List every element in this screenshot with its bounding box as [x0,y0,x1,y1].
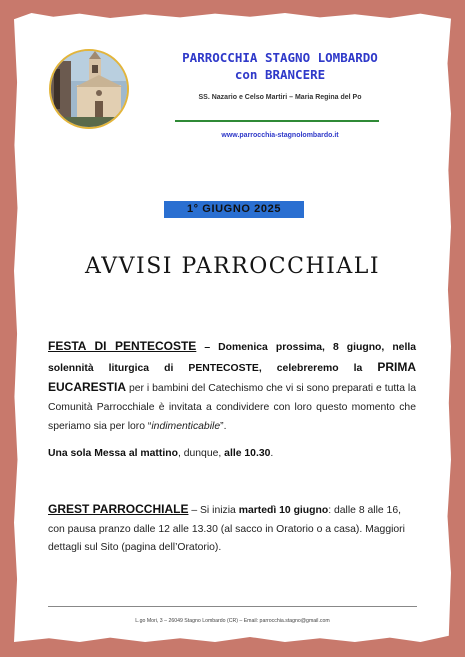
grest-intro: – Si inizia [188,505,239,516]
pentecost-heading: FESTA DI PENTECOSTE [48,339,197,353]
mass-end: . [270,448,274,459]
church-photo-logo [49,49,129,129]
header-divider [175,120,379,122]
parish-saints: SS. Nazario e Celso Martiri – Maria Regina del Po [198,94,362,101]
mass-time: alle 10.30 [224,448,271,459]
pentecost-intro: – Domenica prossima, 8 giugno, nella solennità liturgica di PENTECOSTE, celebreremo la [48,342,417,374]
page-title: AVVISI PARROCCHIALI [84,254,381,279]
grest-heading: GREST PARROCCHIALE [48,502,189,516]
date-badge: 1° GIUGNO 2025 [164,201,304,218]
mass-notice [48,445,416,464]
grest-start-date: martedì 10 giugno [238,505,329,516]
grest-paragraph [48,500,416,558]
first-eucharist-label: PRIMA EUCARESTIA [48,359,416,395]
pentecost-body: per i bambini del Catechismo che vi si sono preparati e tutta la Comunità Parrocchiale è invitata a condividere con loro questo momento che speriamo sia per loro “ [48,383,416,432]
church-photo-icon [51,51,127,127]
footer-divider [48,606,417,607]
pentecost-end: ”. [220,420,227,432]
pentecost-emphasis: indimenticabile [151,420,221,432]
grest-body: : dalle 8 alle 16, con pausa pranzo dalle 12 alle 13.30 (al sacco in Oratorio o a casa). Maggiori dettagli sul Sito (pagina dell’Oratorio). [48,505,405,554]
footer-address: L.go Mori, 3 – 26049 Stagno Lombardo (CR) – Email: parrocchia.stagno@gmail.com [135,618,330,624]
website-link[interactable]: www.parrocchia-stagnolombardo.it [221,132,339,139]
parish-name-line2: con BRANCERE [234,67,326,82]
parish-name-line1: PARROCCHIA STAGNO LOMBARDO [182,50,378,65]
mass-connector: , dunque, [177,448,225,459]
mass-text: Una sola Messa al mattino [48,448,178,459]
pentecost-paragraph [48,337,416,437]
